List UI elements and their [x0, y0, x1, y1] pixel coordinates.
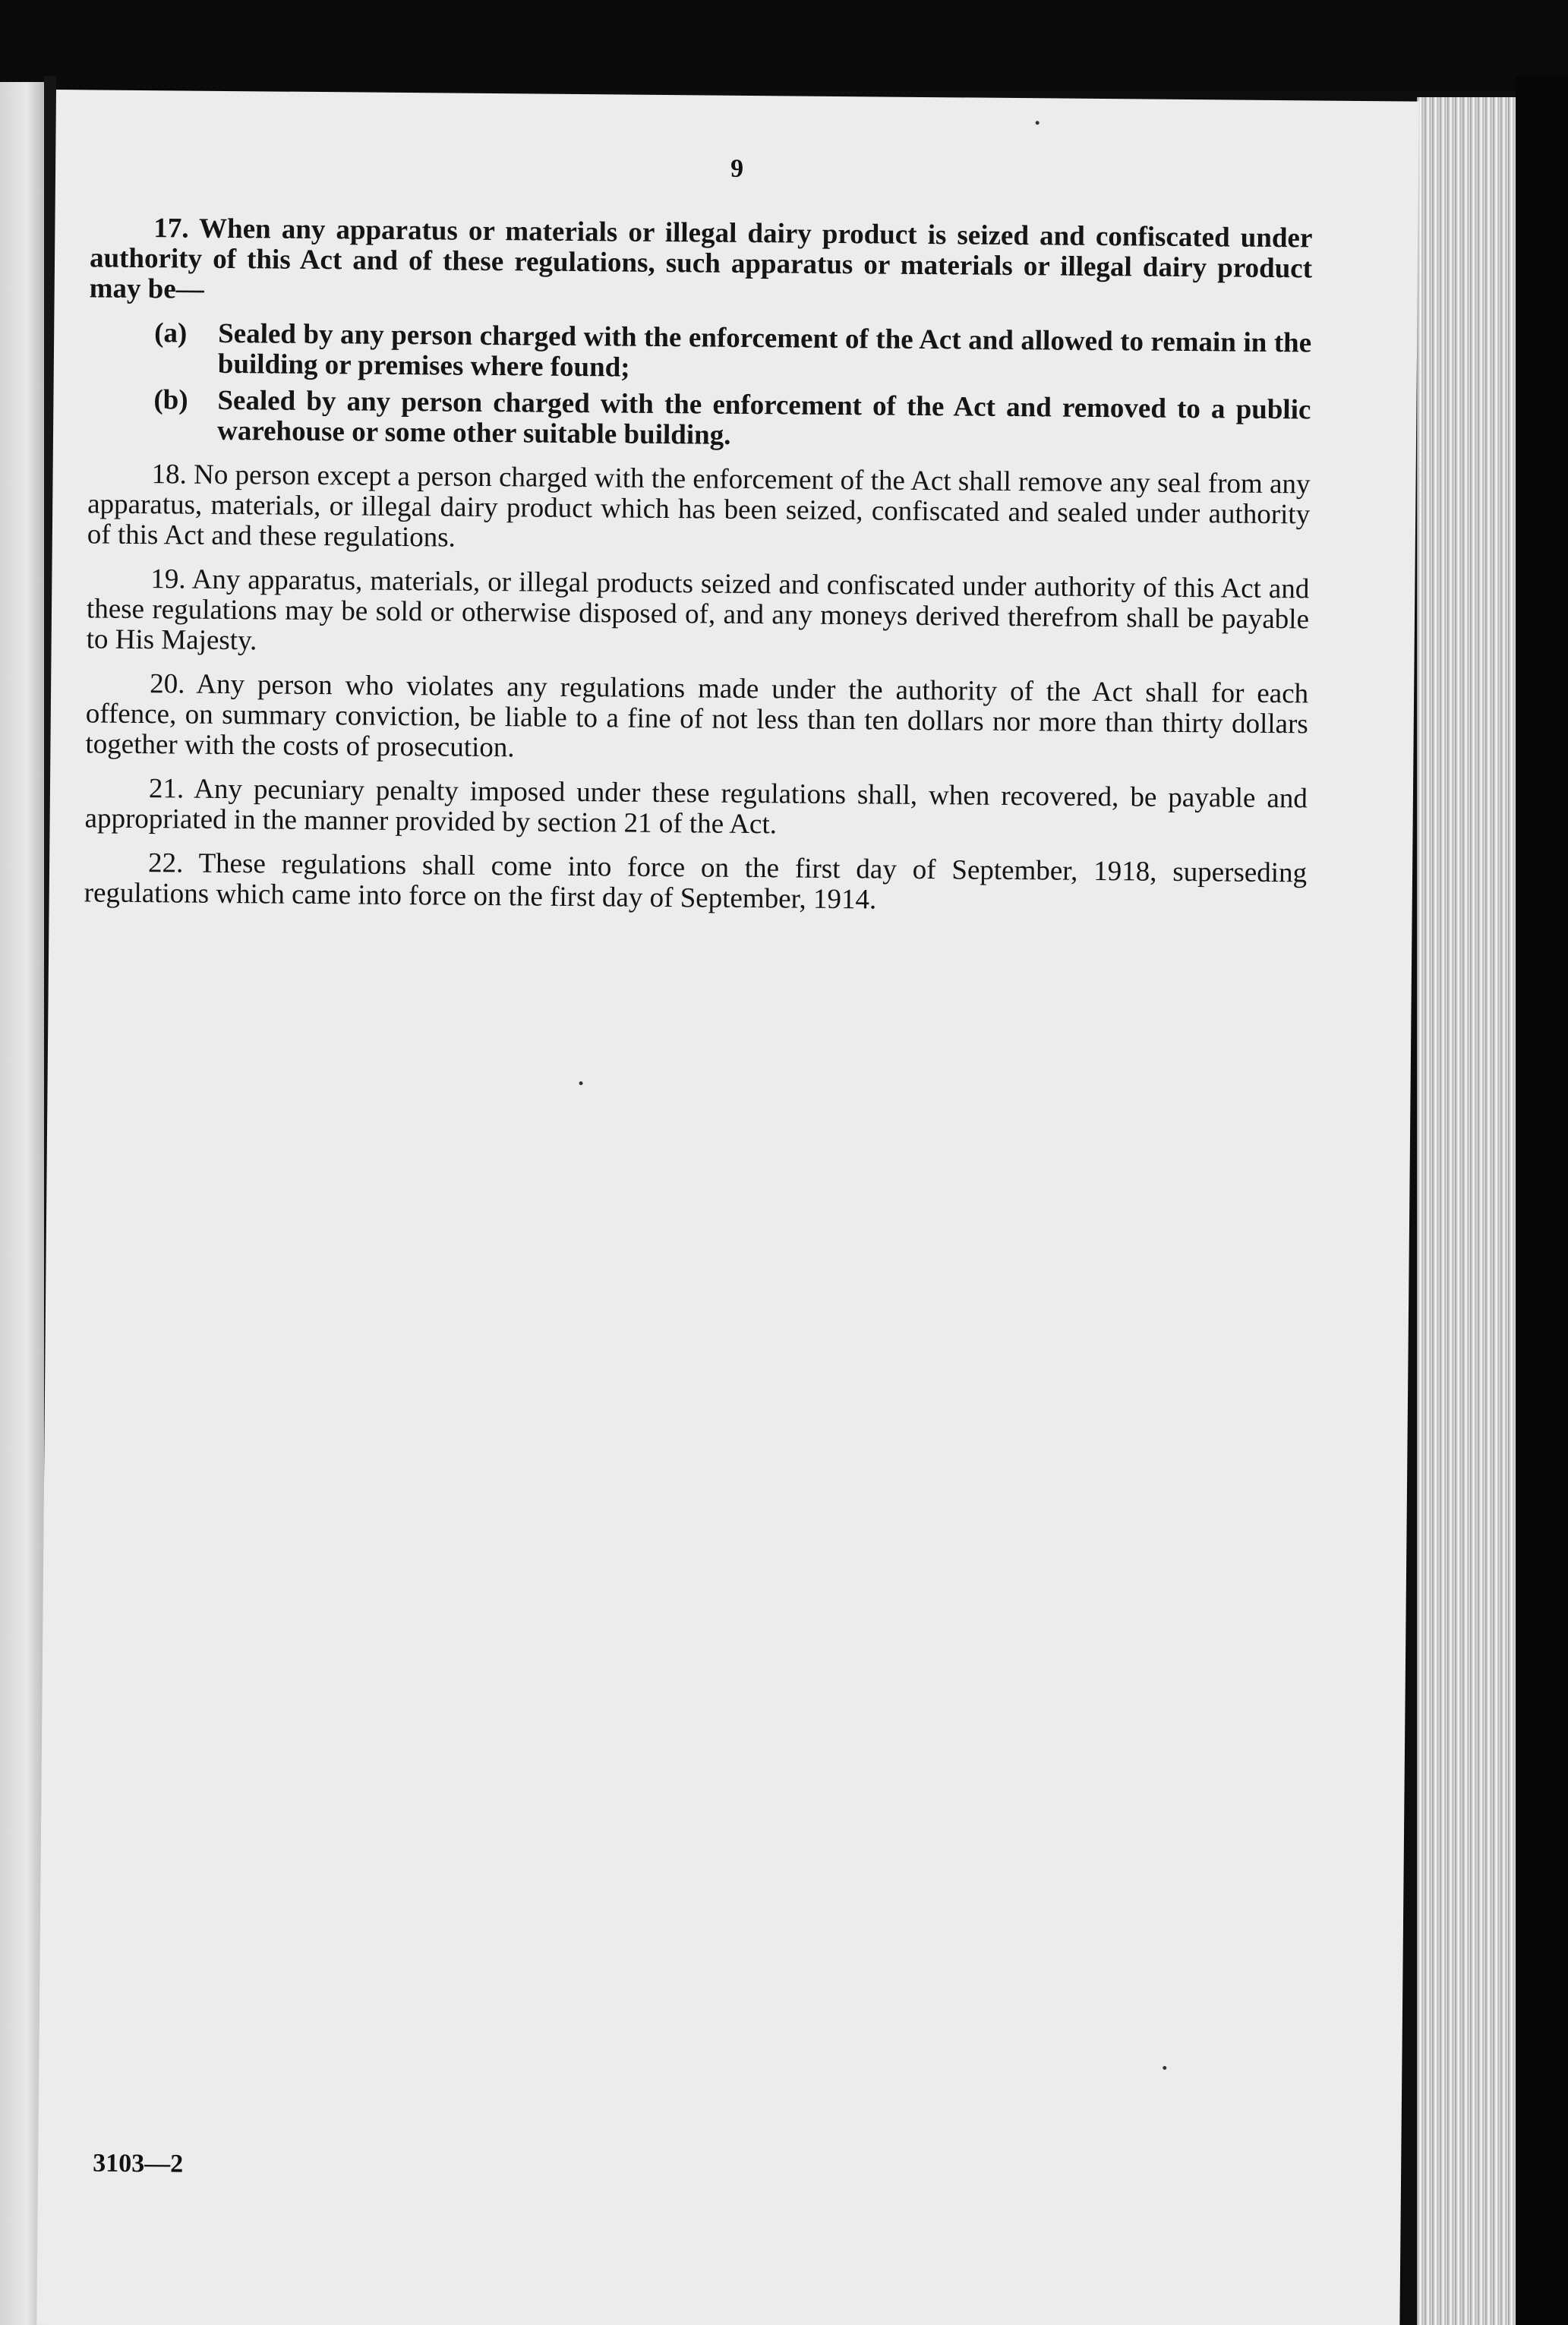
scan-top-border [0, 0, 1568, 91]
paragraph-19: 19. Any apparatus, materials, or illegal products seized and confiscated under authority of this Act and these regulations may be sold or otherwise disposed of, and any moneys derived therefrom shall be payable to His Majesty. [86, 563, 1310, 657]
scan-speck [579, 1081, 583, 1085]
clause-17a [89, 317, 1312, 389]
scan-speck [1036, 121, 1040, 125]
clause-text: Sealed by any person charged with the enforcement of the Act and allowed to remain in the building or premises where found; [217, 317, 1312, 383]
document-page [36, 90, 1419, 2325]
paragraph-17: 17. When any apparatus or materials or illegal dairy product is seized and confiscated under authority of this Act and of these regulations, such apparatus or materials or illegal dairy product may be— [89, 213, 1313, 305]
scan-right-border [1516, 76, 1568, 2325]
page-stack-edge [1417, 97, 1516, 2325]
clause-marker: (b) [153, 384, 188, 416]
page-number: 9 [730, 154, 744, 183]
paragraph-21: 21. Any pecuniary penalty imposed under these regulations shall, when recovered, be payable and appropriated in the manner provided by section 21 of the Act. [84, 773, 1308, 841]
scan-speck [1163, 2066, 1166, 2070]
previous-page-edge [0, 82, 44, 2325]
regulations-text [84, 213, 1312, 932]
clause-marker: (a) [154, 317, 188, 349]
paragraph-22: 22. These regulations shall come into force on the first day of September, 1918, superseding regulations which came into force on the first day of September, 1914. [84, 847, 1308, 916]
paragraph-18: 18. No person except a person charged with the enforcement of the Act shall remove any seal from any apparatus, materials, or illegal dairy product which has been seized, confiscated and sealed under authority of this Act and these regulations. [87, 459, 1311, 554]
clause-text: Sealed by any person charged with the enforcement of the Act and removed to a public warehouse or some other suitable building. [216, 384, 1311, 451]
clause-17b [88, 384, 1311, 456]
printer-signature: 3103—2 [93, 2149, 184, 2178]
paragraph-20: 20. Any person who violates any regulations made under the authority of the Act shall for each offence, on summary conviction, be liable to a fine of not less than ten dollars nor more than thirty dollars together with the costs of prosecution. [85, 668, 1309, 764]
